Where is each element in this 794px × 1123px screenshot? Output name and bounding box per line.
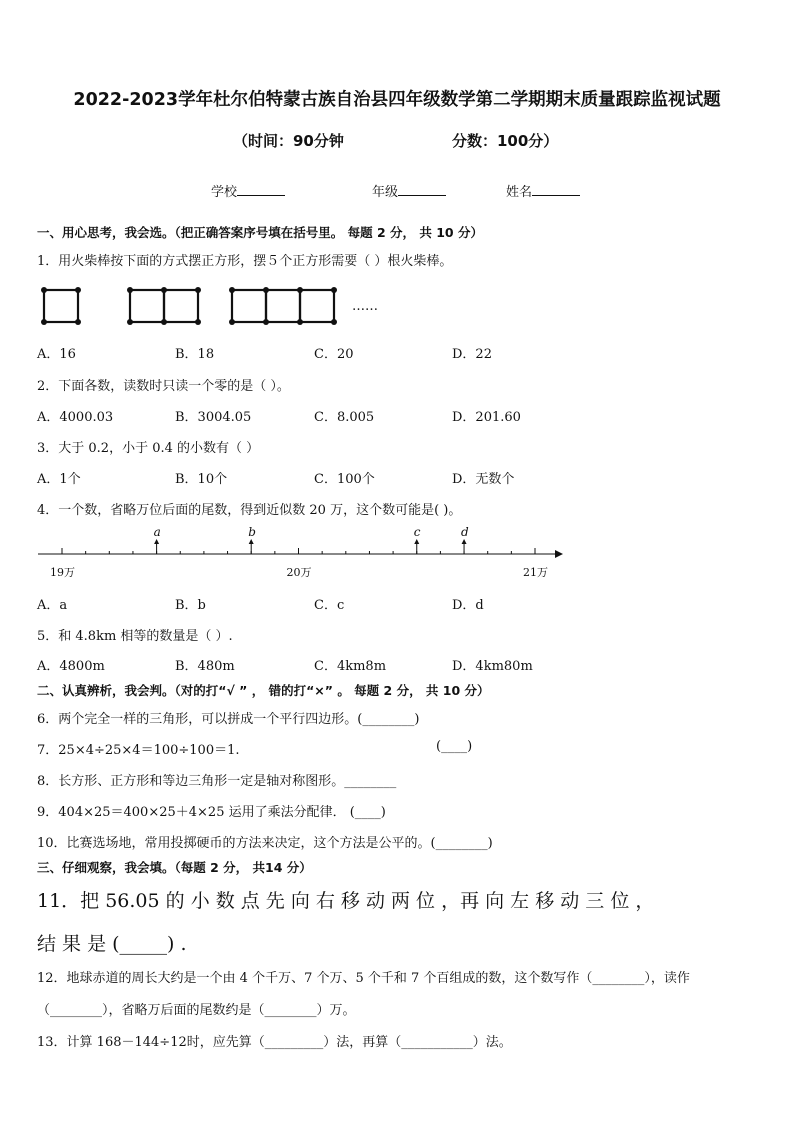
point-arrow-b [249, 539, 254, 544]
question-6-text[interactable]: 6．两个完全一样的三角形，可以拼成一个平行四边形。(________) [37, 712, 420, 727]
q1-option-c[interactable]: C．20 [314, 347, 354, 362]
q2-option-d[interactable]: D．201.60 [452, 410, 521, 425]
question-11-line-2[interactable]: 结 果 是 (_____) . [37, 933, 187, 955]
tick-label: 21万 [523, 566, 548, 579]
question-11-line-1: 11．把 56.05 的 小 数 点 先 向 右 移 动 两 位 ，再 向 左 移 动 三 位 ， [37, 890, 655, 912]
point-arrow-a [154, 539, 159, 544]
grade-field[interactable] [372, 181, 446, 200]
section-heading-3: 三、仔细观察，我会填。（每题 2 分， 共14 分） [37, 860, 312, 875]
q5-option-a[interactable]: A．4800m [37, 659, 105, 674]
q3-option-a[interactable]: A．1个 [37, 472, 81, 487]
question-7-answer-blank[interactable]: (____) [436, 739, 473, 754]
question-10-text[interactable]: 10．比赛选场地，常用投掷硬币的方法来决定，这个方法是公平的。(________) [37, 836, 493, 851]
question-2-text: 2．下面各数，读数时只读一个零的是（ ）。 [37, 379, 290, 394]
grade-blank[interactable] [398, 182, 446, 196]
q1-option-d[interactable]: D．22 [452, 347, 492, 362]
matchstick-group-2 [130, 290, 198, 322]
name-label: 姓名 [506, 185, 533, 200]
number-line [30, 524, 570, 584]
q3-option-d[interactable]: D．无数个 [452, 472, 515, 487]
point-arrow-c [414, 539, 419, 544]
school-label: 学校 [211, 185, 238, 200]
school-field[interactable] [211, 181, 285, 200]
q3-option-b[interactable]: B．10个 [175, 472, 228, 487]
name-blank[interactable] [532, 182, 580, 196]
q4-option-c[interactable]: C．c [314, 598, 345, 613]
q4-option-d[interactable]: D．d [452, 598, 484, 613]
tick-label: 20万 [286, 566, 312, 579]
grade-label: 年级 [372, 185, 399, 200]
point-label-b: b [248, 525, 256, 539]
name-field[interactable] [506, 181, 580, 200]
question-13-text[interactable]: 13．计算 168－144÷12时，应先算（_________）法，再算（___________）法。 [37, 1035, 512, 1050]
point-label-a: a [153, 525, 161, 539]
section-heading-1: 一、用心思考，我会选。（把正确答案序号填在括号里。 每题 2 分， 共 10 分） [37, 225, 483, 240]
q4-option-b[interactable]: B．b [175, 598, 206, 613]
q5-option-d[interactable]: D．4km80m [452, 659, 533, 674]
continuation-dots: …… [352, 299, 378, 314]
question-3-text: 3．大于 0.2，小于 0.4 的小数有（ ） [37, 441, 260, 456]
q2-option-a[interactable]: A．4000.03 [37, 410, 114, 425]
q1-option-a[interactable]: A．16 [37, 347, 76, 362]
q2-option-b[interactable]: B．3004.05 [175, 410, 252, 425]
q3-option-c[interactable]: C．100个 [314, 472, 375, 487]
q2-option-c[interactable]: C．8.005 [314, 410, 375, 425]
section-heading-2: 二、认真辨析，我会判。（对的打“√ ” ， 错的打“×” 。 每题 2 分， 共 10 分） [37, 683, 490, 698]
q5-option-b[interactable]: B．480m [175, 659, 235, 674]
point-label-c: c [413, 525, 421, 539]
question-8-text[interactable]: 8．长方形、正方形和等边三角形一定是轴对称图形。________ [37, 774, 397, 789]
point-label-d: d [461, 525, 469, 539]
q1-option-b[interactable]: B．18 [175, 347, 215, 362]
question-7-text: 7．25×4÷25×4＝100÷100＝1. [37, 743, 240, 758]
number-line-arrow [555, 550, 563, 558]
question-1-text: 1．用火柴棒按下面的方式摆正方形，摆５个正方形需要（ ）根火柴棒。 [37, 254, 453, 269]
question-12-line-2[interactable]: （________），省略万后面的尾数约是（________）万。 [37, 1003, 356, 1018]
exam-title: 2022-2023学年杜尔伯特蒙古族自治县四年级数学第二学期期末质量跟踪监视试题 [73, 90, 721, 110]
question-5-text: 5．和 4.8km 相等的数量是（ ）. [37, 629, 233, 644]
q4-option-a[interactable]: A．a [37, 598, 68, 613]
question-9-text[interactable]: 9．404×25＝400×25＋4×25 运用了乘法分配律． (____) [37, 805, 386, 820]
matchstick-heads [41, 287, 337, 325]
school-blank[interactable] [237, 182, 285, 196]
matchstick-squares-figure [38, 284, 388, 328]
tick-label: 19万 [50, 566, 75, 579]
score-label: 分数：100分） [452, 132, 559, 150]
question-4-text: 4．一个数，省略万位后面的尾数，得到近似数 20 万，这个数可能是( )。 [37, 503, 462, 518]
q5-option-c[interactable]: C．4km8m [314, 659, 387, 674]
matchstick-group-1 [44, 290, 78, 322]
matchstick-group-3 [232, 290, 334, 322]
time-label: （时间：90分钟 [233, 132, 344, 150]
question-12-line-1[interactable]: 12．地球赤道的周长大约是一个由 4 个千万、7 个万、5 个千和 7 个百组成的数，这个数写作（________），读作 [37, 971, 690, 986]
point-arrow-d [462, 539, 467, 544]
